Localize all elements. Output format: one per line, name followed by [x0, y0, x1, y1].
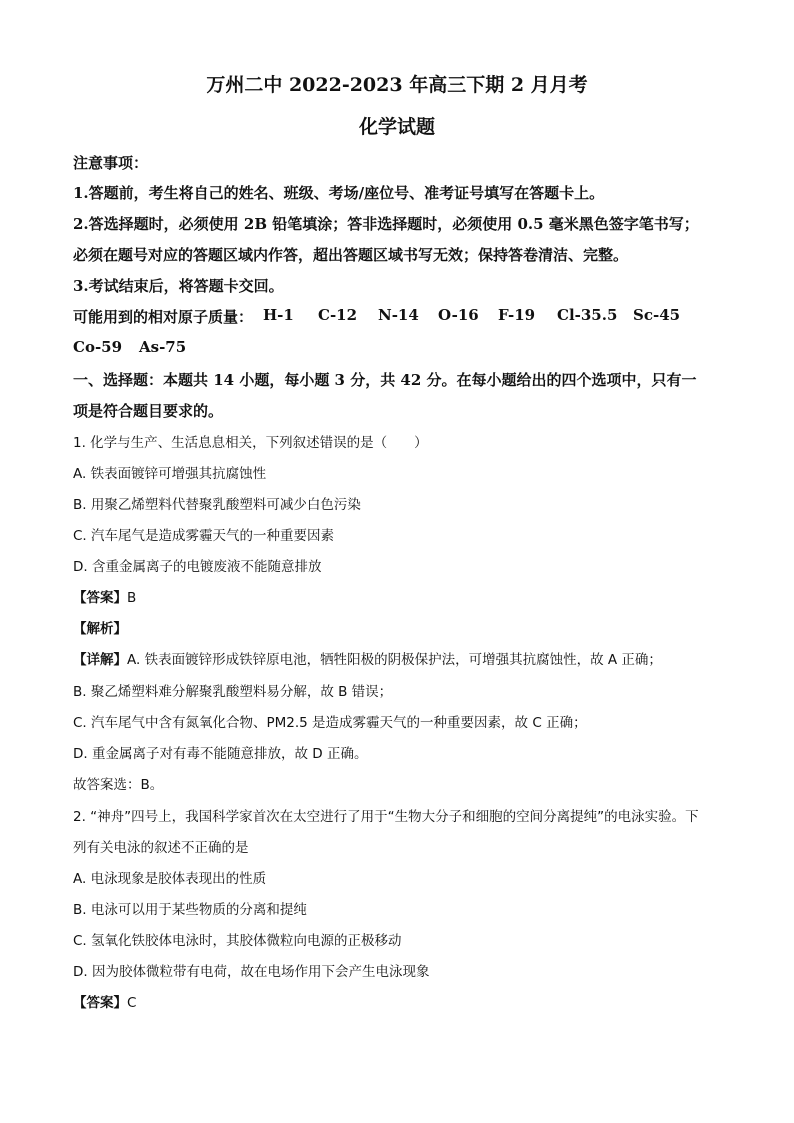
answer-value: C	[127, 995, 137, 1011]
atomic-mass-value: F-19	[498, 306, 536, 324]
question-1-analysis	[73, 617, 127, 637]
question-2-stem: 2. “神舟”四号上，我国科学家首次在太空进行了用于“生物大分子和细胞的空间分离提纯”的电泳实验。下	[73, 809, 699, 825]
question-1-option-c: C. 汽车尾气是造成雾霾天气的一种重要因素	[73, 528, 335, 544]
note-item: 2.答选择题时，必须使用 2B 铅笔填涂；答非选择题时，必须使用 0.5 毫米黑色签字笔书写；	[73, 215, 699, 233]
question-1-option-b: B. 用聚乙烯塑料代替聚乳酸塑料可减少白色污染	[73, 497, 361, 513]
detail-tag: 【详解】	[73, 652, 127, 668]
detail-line: C. 汽车尾气中含有氮氧化合物、PM2.5 是造成雾霾天气的一种重要因素，故 C 正确；	[73, 715, 587, 731]
answer-tag: 【答案】	[73, 590, 127, 606]
section-heading-cont: 项是符合题目要求的。	[73, 402, 224, 420]
detail-line: B. 聚乙烯塑料难分解聚乳酸塑料易分解，故 B 错误；	[73, 684, 393, 700]
note-item: 必须在题号对应的答题区域内作答，超出答题区域书写无效；保持答卷清洁、完整。	[73, 246, 629, 264]
question-1-option-d: D. 含重金属离子的电镀废液不能随意排放	[73, 559, 322, 575]
atomic-mass-row	[73, 306, 681, 327]
question-2-option-a: A. 电泳现象是胶体表现出的性质	[73, 871, 267, 887]
question-2-answer	[73, 991, 136, 1011]
atomic-mass-row	[73, 338, 187, 356]
section-heading: 一、选择题：本题共 14 小题，每小题 3 分，共 42 分。在每小题给出的四个选项中，只有一	[73, 371, 697, 389]
detail-line: A. 铁表面镀锌形成铁锌原电池，牺牲阳极的阴极保护法，可增强其抗腐蚀性，故 A 正确；	[127, 652, 662, 668]
atomic-mass-value: Sc-45	[633, 306, 681, 324]
detail-line: D. 重金属离子对有毒不能随意排放，故 D 正确。	[73, 746, 368, 762]
question-2-option-d: D. 因为胶体微粒带有电荷，故在电场作用下会产生电泳现象	[73, 964, 430, 980]
atomic-mass-value: H-1	[263, 306, 294, 324]
note-item: 3.考试结束后，将答题卡交回。	[73, 277, 284, 295]
question-1-answer	[73, 586, 136, 606]
page-title: 万州二中 2022-2023 年高三下期 2 月月考	[206, 74, 588, 96]
atomic-mass-value: O-16	[438, 306, 479, 324]
question-2-option-c: C. 氢氧化铁胶体电泳时，其胶体微粒向电源的正极移动	[73, 933, 402, 949]
atomic-mass-value: N-14	[378, 306, 419, 324]
notes-heading: 注意事项：	[73, 154, 149, 172]
question-1-conclusion: 故答案选：B。	[73, 777, 164, 793]
atomic-mass-value: As-75	[139, 338, 187, 356]
atomic-mass-value: Cl-35.5	[557, 306, 618, 324]
page-subtitle: 化学试题	[358, 116, 435, 138]
analysis-tag: 【解析】	[73, 621, 127, 637]
atomic-mass-label: 可能用到的相对原子质量：	[73, 308, 254, 326]
atomic-mass-value: C-12	[318, 306, 358, 324]
note-item: 1.答题前，考生将自己的姓名、班级、考场/座位号、准考证号填写在答题卡上。	[73, 184, 605, 202]
question-2-stem-cont: 列有关电泳的叙述不正确的是	[73, 840, 249, 856]
atomic-mass-value: Co-59	[73, 338, 123, 356]
answer-tag: 【答案】	[73, 995, 127, 1011]
answer-value: B	[127, 590, 137, 606]
question-1-stem: 1. 化学与生产、生活息息相关，下列叙述错误的是（ ）	[73, 435, 428, 451]
question-1-detail	[73, 648, 662, 668]
question-2-option-b: B. 电泳可以用于某些物质的分离和提纯	[73, 902, 307, 918]
question-1-option-a: A. 铁表面镀锌可增强其抗腐蚀性	[73, 466, 267, 482]
